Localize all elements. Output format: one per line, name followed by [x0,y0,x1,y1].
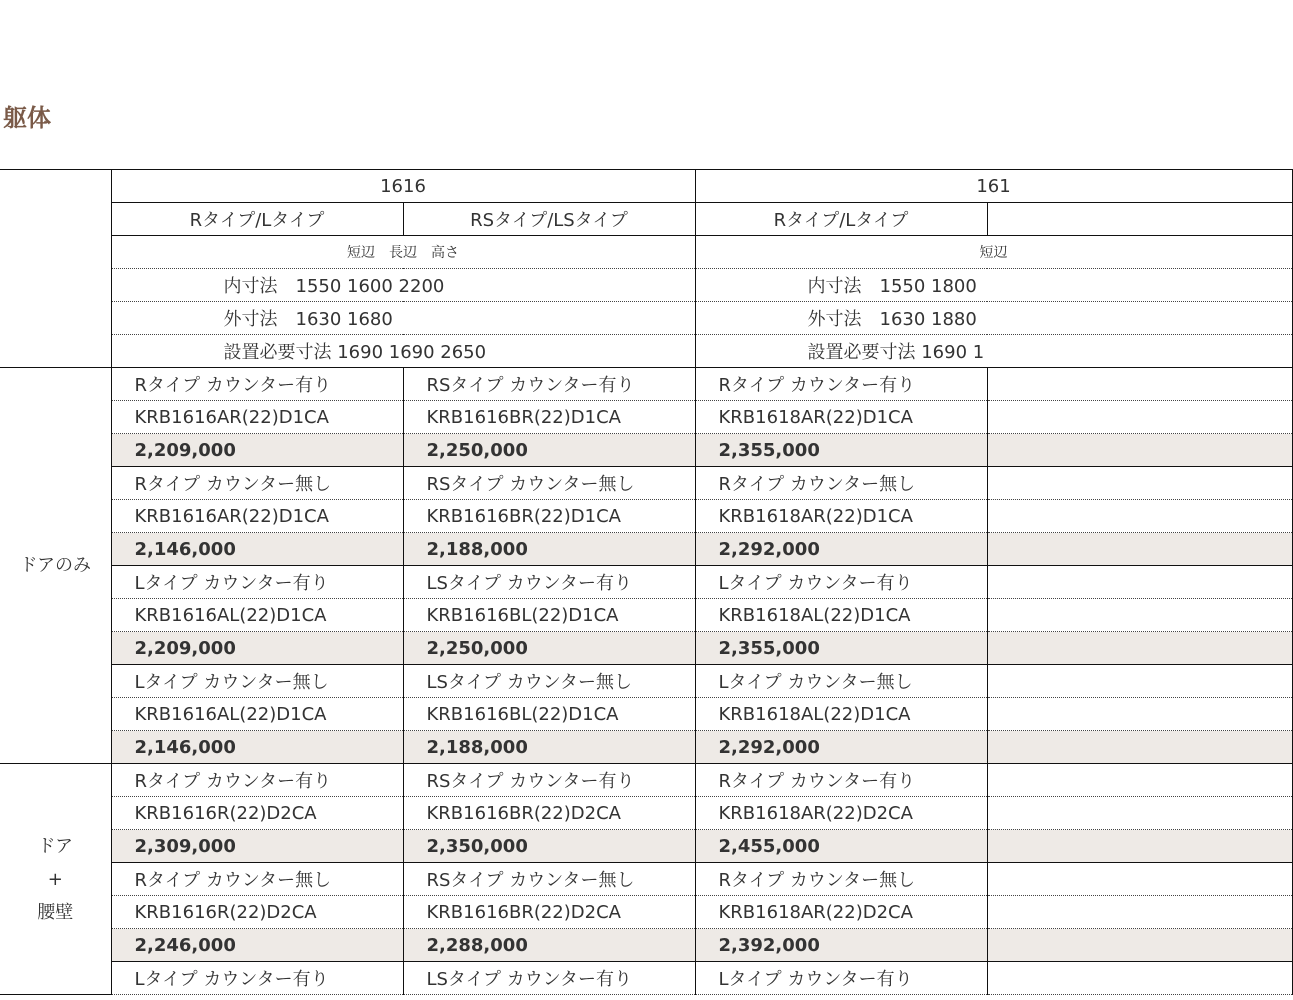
variant-cell: Lタイプ カウンター有り [111,962,403,995]
price-cell: 2,355,000 [695,632,987,665]
variant-cell: Rタイプ カウンター有り [111,764,403,797]
variant-cell [987,764,1292,797]
size-header-1616: 1616 [111,170,695,203]
variant-cell: RSタイプ カウンター有り [403,368,695,401]
price-cell: 2,250,000 [403,632,695,665]
variant-cell: Rタイプ カウンター有り [695,368,987,401]
table-row [0,533,1292,566]
variant-cell: Lタイプ カウンター無し [695,665,987,698]
price-cell: 2,146,000 [111,731,403,764]
variant-cell: Lタイプ カウンター無し [111,665,403,698]
price-cell: 2,288,000 [403,929,695,962]
variant-cell: RSタイプ カウンター有り [403,764,695,797]
variant-cell [987,566,1292,599]
model-number-cell: KRB1618AR(22)D1CA [695,500,987,533]
variant-cell [987,962,1292,995]
price-cell: 2,209,000 [111,632,403,665]
dimension-label-row [0,236,1292,269]
model-number-cell: KRB1616AL(22)D1CA [111,599,403,632]
inner-dimension-cell: 内寸法 1550 1800 [695,269,1292,302]
table-row [0,929,1292,962]
dimension-label-cell: 短辺 長辺 高さ [111,236,695,269]
variant-cell: Lタイプ カウンター有り [695,566,987,599]
spec-table [0,169,1293,995]
model-number-cell: KRB1616BR(22)D1CA [403,500,695,533]
model-number-cell [987,500,1292,533]
table-row [0,896,1292,929]
model-number-cell: KRB1618AL(22)D1CA [695,698,987,731]
table-row [0,434,1292,467]
table-row [0,962,1292,995]
variant-cell: Lタイプ カウンター有り [111,566,403,599]
table-row [0,830,1292,863]
variant-cell [987,368,1292,401]
price-cell [987,929,1292,962]
price-cell: 2,350,000 [403,830,695,863]
outer-dimension-row [0,302,1292,335]
price-cell: 2,292,000 [695,533,987,566]
price-cell: 2,355,000 [695,434,987,467]
table-row [0,665,1292,698]
model-number-cell: KRB1618AL(22)D1CA [695,599,987,632]
price-cell [987,533,1292,566]
group-label-line: ドアのみ [19,555,91,576]
model-number-cell [987,401,1292,434]
group-label-line: + [47,868,63,890]
page-heading: 躯体 [3,104,51,132]
outer-dimension-cell: 外寸法 1630 1680 [111,302,695,335]
table-row [0,500,1292,533]
required-dimension-cell: 設置必要寸法 1690 1690 2650 [111,335,695,368]
model-number-cell: KRB1616AR(22)D1CA [111,500,403,533]
table-row [0,599,1292,632]
model-number-cell: KRB1616BL(22)D1CA [403,599,695,632]
table-row [0,731,1292,764]
price-cell: 2,146,000 [111,533,403,566]
price-cell [987,632,1292,665]
price-cell: 2,309,000 [111,830,403,863]
model-number-cell: KRB1616AL(22)D1CA [111,698,403,731]
price-cell: 2,292,000 [695,731,987,764]
group-label-line: ドア [37,835,73,857]
variant-cell: RSタイプ カウンター無し [403,863,695,896]
type-header-cell [987,203,1292,236]
table-row [0,698,1292,731]
model-number-cell: KRB1616BL(22)D1CA [403,698,695,731]
price-cell: 2,188,000 [403,731,695,764]
variant-cell: Rタイプ カウンター有り [111,368,403,401]
dimension-label-cell: 短辺 [695,236,1292,269]
price-cell: 2,188,000 [403,533,695,566]
type-header-row [0,203,1292,236]
type-header-cell: Rタイプ/Lタイプ [695,203,987,236]
model-number-cell: KRB1618AR(22)D2CA [695,896,987,929]
group-label-cell [0,368,111,764]
model-number-cell [987,797,1292,830]
price-cell [987,731,1292,764]
table-row [0,797,1292,830]
spec-table-wrapper [0,169,1022,1000]
variant-cell [987,665,1292,698]
table-row [0,764,1292,797]
price-cell: 2,246,000 [111,929,403,962]
variant-cell: LSタイプ カウンター有り [403,962,695,995]
inner-dimension-row [0,269,1292,302]
variant-cell [987,467,1292,500]
model-number-cell: KRB1616BR(22)D2CA [403,797,695,830]
model-number-cell: KRB1616AR(22)D1CA [111,401,403,434]
variant-cell: Rタイプ カウンター無し [695,467,987,500]
table-row [0,401,1292,434]
price-cell: 2,392,000 [695,929,987,962]
required-dimension-row [0,335,1292,368]
variant-cell: Rタイプ カウンター有り [695,764,987,797]
model-number-cell: KRB1616BR(22)D2CA [403,896,695,929]
type-header-cell: RSタイプ/LSタイプ [403,203,695,236]
model-number-cell [987,599,1292,632]
price-cell: 2,209,000 [111,434,403,467]
model-number-cell: KRB1616BR(22)D1CA [403,401,695,434]
variant-cell: Lタイプ カウンター有り [695,962,987,995]
type-header-cell: Rタイプ/Lタイプ [111,203,403,236]
model-number-cell: KRB1616R(22)D2CA [111,797,403,830]
price-cell: 2,455,000 [695,830,987,863]
variant-cell: Rタイプ カウンター無し [695,863,987,896]
price-cell: 2,250,000 [403,434,695,467]
price-cell [987,830,1292,863]
size-header-1618: 161 [695,170,1292,203]
variant-cell [987,863,1292,896]
group-label-line: 腰壁 [37,901,74,923]
table-row [0,368,1292,401]
price-cell [987,434,1292,467]
variant-cell: LSタイプ カウンター無し [403,665,695,698]
outer-dimension-cell: 外寸法 1630 1880 [695,302,1292,335]
table-row [0,566,1292,599]
model-number-cell [987,698,1292,731]
model-number-cell [987,896,1292,929]
required-dimension-cell: 設置必要寸法 1690 1 [695,335,1292,368]
variant-cell: RSタイプ カウンター無し [403,467,695,500]
size-header-row [0,170,1292,203]
table-row [0,467,1292,500]
variant-cell: Rタイプ カウンター無し [111,467,403,500]
table-row [0,863,1292,896]
model-number-cell: KRB1616R(22)D2CA [111,896,403,929]
table-row [0,632,1292,665]
group-label-cell [0,764,111,995]
variant-cell: Rタイプ カウンター無し [111,863,403,896]
inner-dimension-cell: 内寸法 1550 1600 2200 [111,269,695,302]
model-number-cell: KRB1618AR(22)D1CA [695,401,987,434]
header-corner-cell [0,170,111,368]
model-number-cell: KRB1618AR(22)D2CA [695,797,987,830]
variant-cell: LSタイプ カウンター有り [403,566,695,599]
